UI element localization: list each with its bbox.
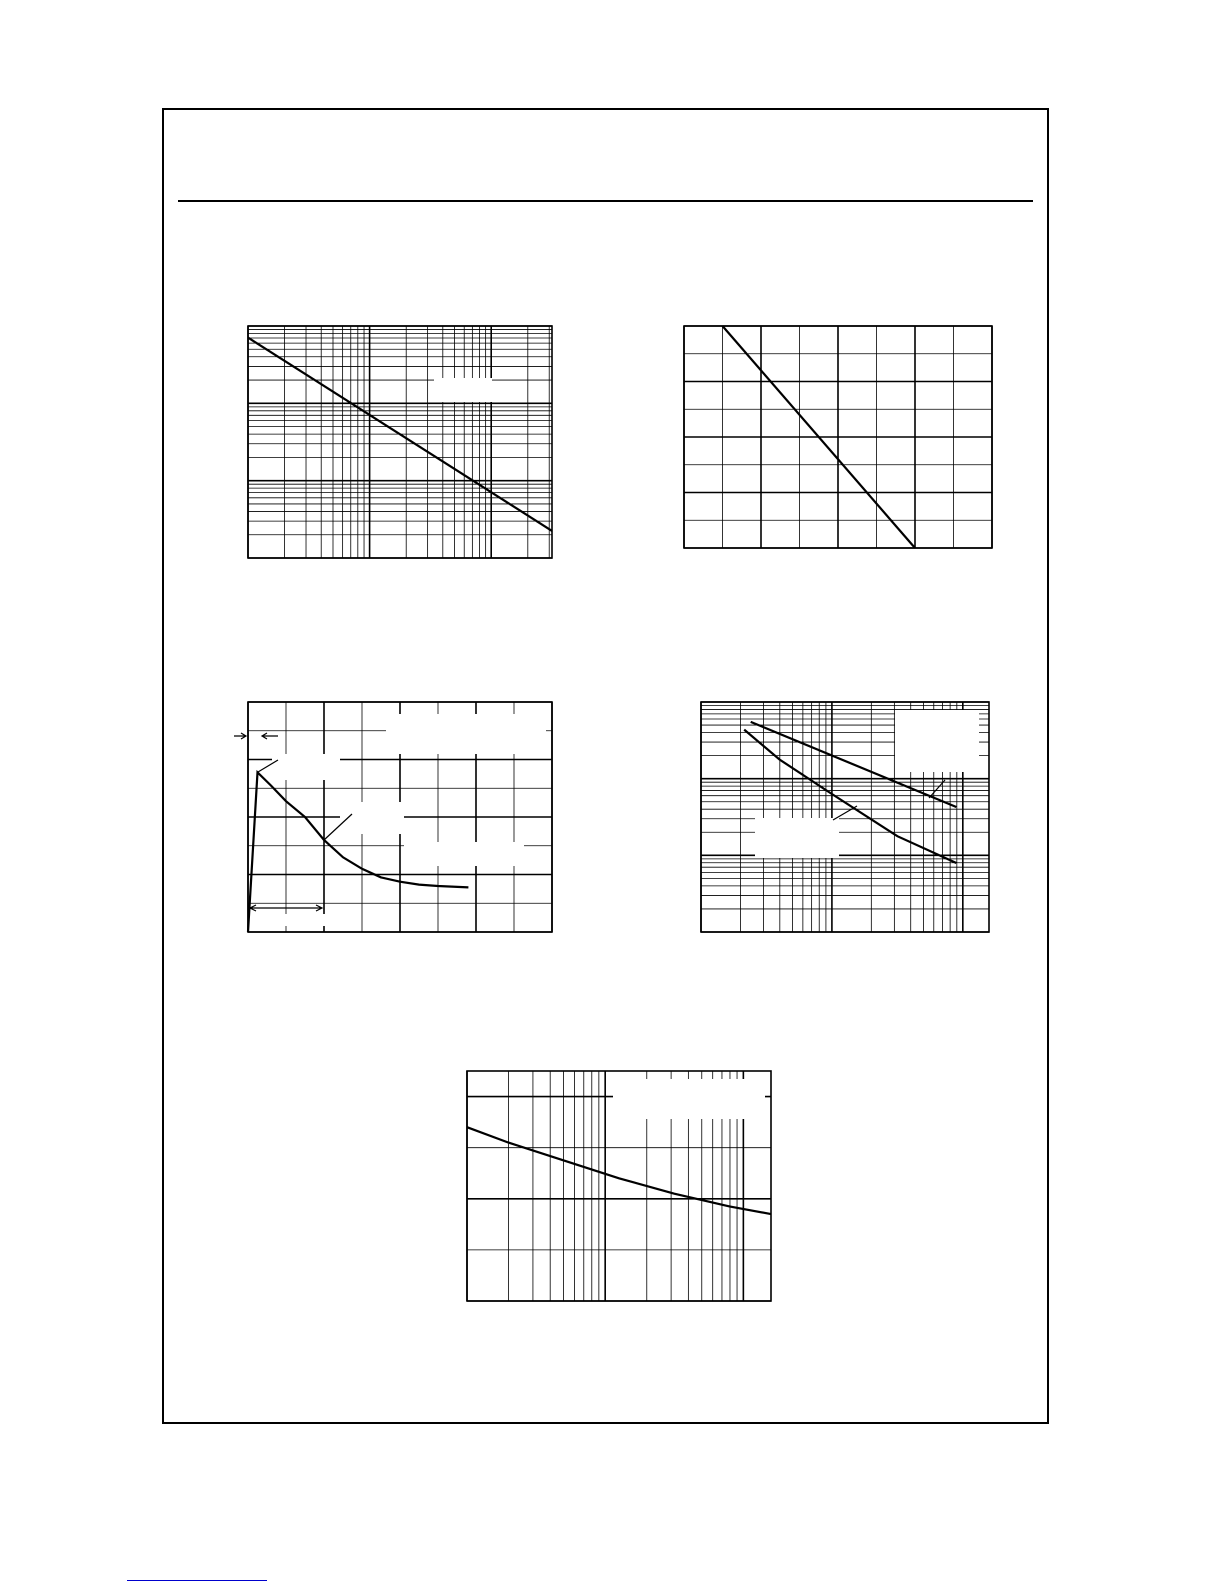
chart-4-leader-lower	[833, 806, 857, 820]
chart-5	[467, 1071, 771, 1301]
chart-4-label-mask-upper	[895, 710, 979, 772]
footer-link-underline[interactable]	[127, 1580, 267, 1581]
chart-1-frame	[248, 326, 552, 558]
chart-5-series-0	[467, 1127, 771, 1214]
chart-1-grid-x	[248, 326, 549, 558]
chart-3-label-mask-top	[386, 714, 546, 754]
chart-2	[684, 326, 992, 548]
chart-3-label-mask-mid	[340, 802, 404, 834]
chart-3-label-mask-right	[404, 842, 524, 866]
chart-5-grid-y	[467, 1097, 771, 1301]
chart-5-label-mask	[613, 1079, 765, 1119]
chart-1	[248, 326, 552, 558]
chart-4	[701, 702, 989, 932]
header-rule	[178, 200, 1033, 202]
chart-3-label-mask-bottom	[254, 914, 326, 926]
chart-1-label-mask	[434, 378, 492, 402]
chart-1-grid-y	[248, 326, 552, 558]
chart-4-label-mask-lower	[755, 818, 839, 858]
chart-3	[248, 702, 552, 932]
chart-3-label-mask-peak	[272, 754, 340, 780]
chart-3-dim-top-right	[262, 733, 278, 739]
